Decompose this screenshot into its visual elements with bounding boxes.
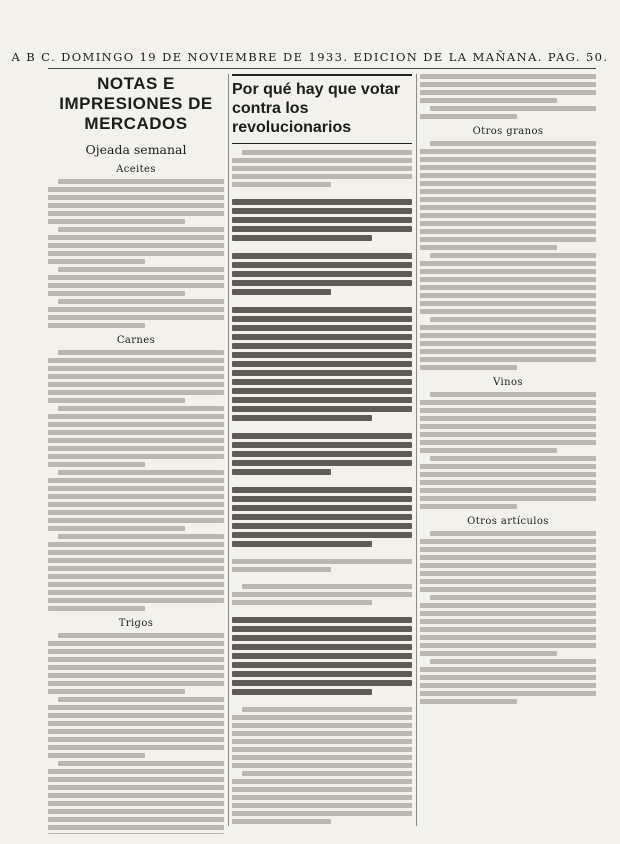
section-head: Trigos — [118, 618, 154, 629]
article-text — [48, 350, 224, 611]
column-market-notes — [48, 74, 224, 834]
boxed-article — [232, 74, 412, 144]
article-text — [232, 150, 412, 824]
article-text — [48, 179, 224, 328]
section-head: Otros granos — [472, 126, 544, 137]
article-text — [420, 74, 596, 119]
article-text — [420, 392, 596, 509]
boxed-article-title: Por qué hay que votar contra los revolucionarios — [232, 81, 401, 136]
column-election-box — [232, 74, 412, 834]
header-rule — [48, 68, 596, 69]
page-title: NOTAS E IMPRESIONES DE MERCADOS — [59, 74, 213, 133]
running-header: A B C. DOMINGO 19 DE NOVIEMBRE DE 1933. EDICION DE LA MAÑANA. PAG. 50. — [11, 50, 609, 64]
page-header — [0, 0, 620, 66]
column-divider — [416, 74, 417, 826]
section-head: Carnes — [116, 335, 156, 346]
article-text — [420, 141, 596, 370]
column-divider — [228, 74, 229, 826]
section-subtitle: Ojeada semanal — [85, 142, 187, 157]
column-markets-continued — [420, 74, 596, 834]
article-text — [48, 633, 224, 834]
section-head: Vinos — [493, 377, 523, 388]
article-text — [420, 531, 596, 704]
section-head: Otros artículos — [467, 516, 549, 527]
section-head: Aceites — [116, 164, 156, 175]
